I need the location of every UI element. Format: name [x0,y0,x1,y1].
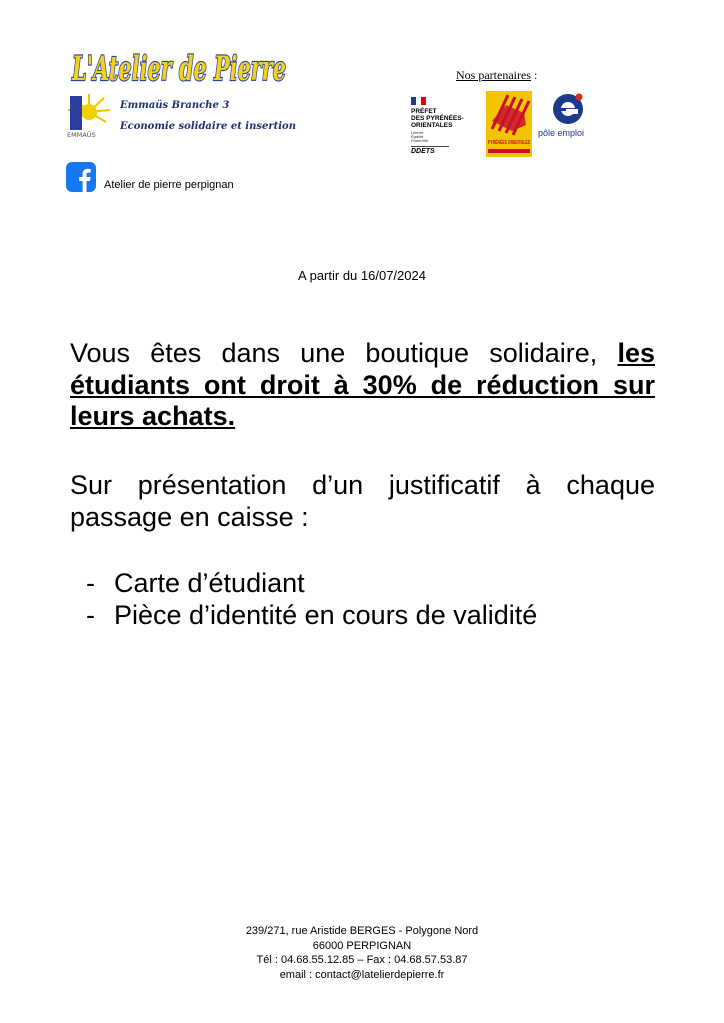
footer-address-city: 66000 PERPIGNAN [312,939,412,952]
proof-requirement-paragraph: Sur présentation d’un justificatif à chaque passage en caisse : [70,470,655,532]
list-bullet: - [86,599,95,630]
atelier-de-pierre-logo [70,42,290,92]
accepted-documents-list [86,568,537,631]
facebook-page-label[interactable]: Atelier de pierre perpignan [104,179,234,191]
partners-title [456,68,537,83]
prefet-service-ddets: DDETS [411,146,449,155]
discount-intro-text: Vous êtes dans une boutique solidaire, [70,338,618,368]
prefet-line-2: DES PYRÉNÉES- [411,115,464,122]
pyrenees-orientales-logo [486,91,551,157]
list-item-text: Pièce d’identité en cours de validité [114,599,538,630]
partners-title-text: Nos partenaires [456,68,531,82]
emmaus-tagline-text: Economie solidaire et insertion [120,121,296,132]
prefet-line-1: PRÉFET [411,108,437,115]
flag-red-stripe [421,97,426,105]
pole-emploi-mark [536,91,600,127]
motto-egalite: Égalité [411,134,424,139]
partners-title-colon: : [530,68,538,82]
facebook-icon[interactable] [66,162,96,192]
footer-phone-fax: Tél : 04.68.55.12.85 – Fax : 04.68.57.53.87 [256,954,468,966]
motto-fraternite: Fraternité [411,138,429,143]
footer-contact [0,924,724,982]
pole-emploi-logo [536,91,600,141]
prefet-line-3: ORIENTALES [411,122,453,129]
effective-date: A partir du 16/07/2024 [298,268,426,283]
discount-paragraph [70,338,655,433]
list-item [86,600,537,632]
list-item [86,568,537,600]
motto-liberte: Liberté [411,130,424,135]
emmaus-sun-logo [66,92,112,142]
discount-highlight-text: les étudiants ont droit à 30% de réduction sur leurs achats. [70,338,655,431]
list-bullet: - [86,568,95,598]
footer-address-street: 239/271, rue Aristide BERGES - Polygone Nord [245,925,479,937]
pole-emploi-text: pôle emploi [538,128,585,138]
po-logo-text: PYRÉNÉES ORIENTALES [488,140,551,146]
prefet-pyrenees-orientales-logo [404,91,482,157]
footer-email[interactable]: email : contact@latelierdepierre.fr [279,968,445,981]
emmaus-badge-text: EMMAÜS [67,131,96,139]
list-item-text: Carte d’étudiant [114,568,305,598]
logo-wordmark-text: L'Atelier de Pierre [71,49,287,89]
emmaus-branch-text: Emmaüs Branche 3 [120,100,230,111]
